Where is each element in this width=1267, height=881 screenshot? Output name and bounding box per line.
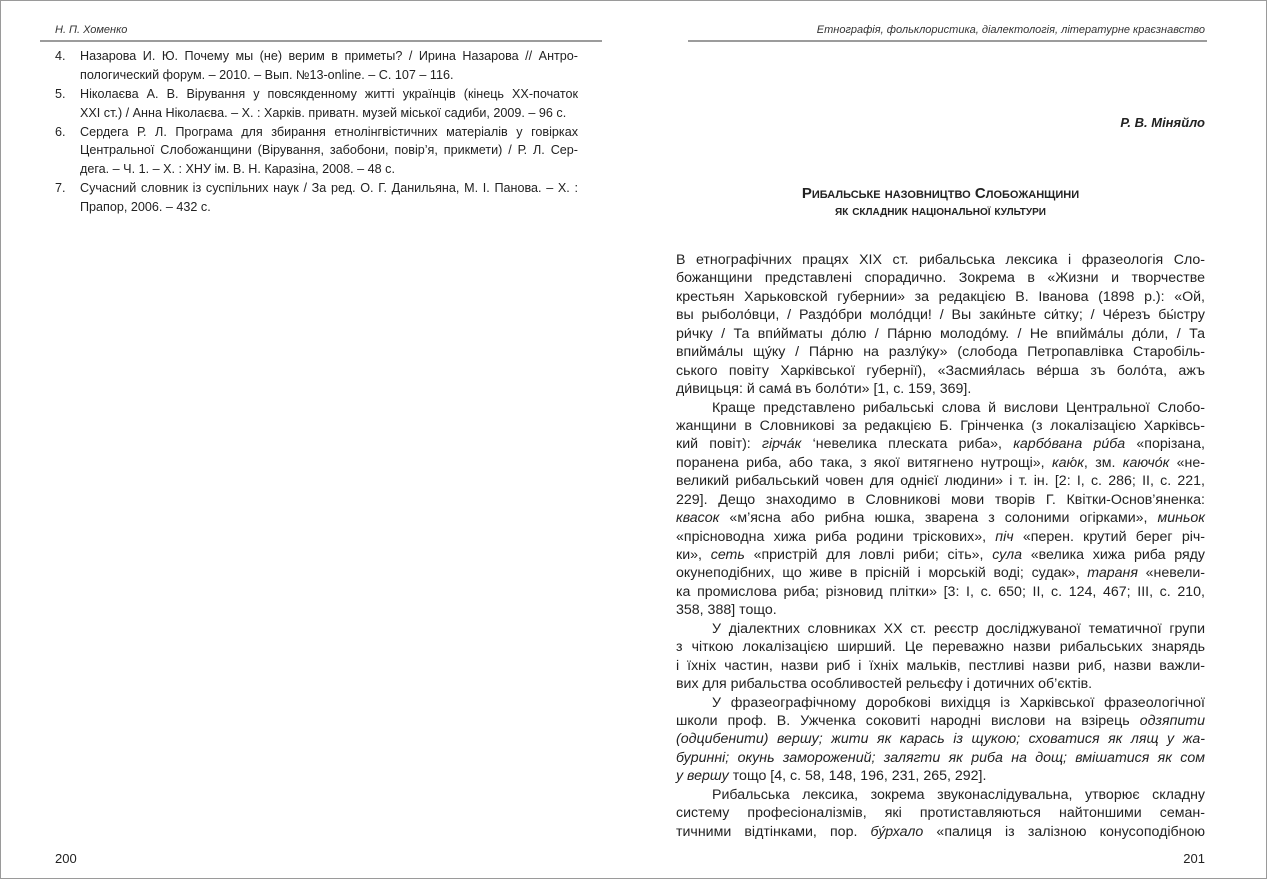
article-title-line-1: Рибальське назовництво Слобожанщини [801,185,1080,202]
reference-item [55,179,578,217]
reference-list [55,47,578,217]
text-line: систему професіоналізмів, які протиставляються найтоншими семан- [676,805,1205,822]
text-segment: , зм. [1083,454,1123,471]
text-line: з чіткою локалізацією ширший. Це переважно назви рибальських знарядь [676,639,1205,656]
text-segment: «пристрій для ловлі риби; сіть», [744,547,993,563]
text-line: ХХІ ст.) / Анна Ніколаєва. – Х. : Харків. приватн. музей міської садиби, 2009. – 96 с. [80,105,567,120]
text-segment: поранена риба, або така, з якої витягнено нутрощі», [676,454,1052,471]
text-line [676,730,1205,748]
text-segment: окунеподібних, що живе в прісній і морській воді; судак», [676,565,1088,582]
text-line: 229]. Дещо знаходимо в Словникові мови творів Г. Квітки-Основ’яненка: [676,491,1205,508]
paragraph [676,399,1205,620]
text-line: ри́чку / Та впи́йматы до́лю / Па́рню молодо́му. / Не впийма́лы до́ли, / Та [676,325,1205,342]
paragraph [676,786,1205,841]
article-title-line-2: як складник національної культури [835,202,1046,218]
article-body [676,251,1205,841]
text-line [676,509,1205,527]
left-header-rule [40,40,602,42]
italic-term: у вершу [676,768,729,785]
text-line: Краще представлено рибальські слова й вислови Центральної Слобо- [712,399,1205,416]
text-segment: ки», [676,547,711,563]
text-segment: ‘невелика плеската риба», [801,436,1014,453]
text-line: Прапор, 2006. – 432 с. [80,200,211,215]
text-line [676,528,1205,546]
text-line [676,564,1205,582]
reference-number: 7. [55,181,66,196]
reference-item [55,123,578,180]
reference-item [55,47,578,85]
text-line: У діалектних словниках ХХ ст. реєстр досліджуваної тематичної групи [712,620,1205,637]
text-segment: школи проф. В. Ужченка соковиті народні вислови на взірець [676,712,1140,729]
text-line [676,712,1205,730]
text-segment: тичними відтінками, пор. [676,823,871,840]
article-author: Р. В. Міняйло [1120,115,1205,130]
italic-term: каючо́к [1122,454,1170,471]
text-segment: «перен. крутий берег річ- [1013,528,1205,545]
text-line: Сучасний словник із суспільних наук / За ред. О. Г. Данильяна, М. І. Панова. – Х. : [80,181,578,196]
text-line: Сердега Р. Л. Програма для збирання етнолінгвістичних матеріалів у говірках [80,124,578,139]
text-segment: «палиця із залізною конусоподібною [923,823,1206,840]
text-line: Центральної Слобожанщини (Вірування, забобони, повір’я, прикмети) / Р. Л. Сер- [80,143,578,158]
text-line: впийма́лы щу́ку / Па́рню на разлу́ку» (слобода Петропавлівка Старобіль- [676,344,1205,361]
text-line: і їхніх частин, назви риб і їхніх мальків, пестливі назви риб, назви важли- [676,657,1205,674]
reference-number: 4. [55,49,66,63]
italic-term: карбо́вана ри́ба [1013,436,1126,453]
text-line: вы рыболо́вци, / Раздо́бри моло́дци! / Вы заки́ньте си́тку; / Че́резъ бы́стру [676,307,1205,324]
text-segment: «м’ясна або рибна юшка, зварена з солоними огірками», [719,510,1158,527]
text-segment: «порізана, [1125,436,1205,453]
text-segment: «не- [1169,454,1205,471]
italic-term: бу́рхало [870,823,924,840]
text-line [676,749,1205,767]
text-segment: «прісноводна хижа риба родини тріскових», [676,528,996,545]
italic-term: гірча́к [761,436,802,453]
text-line [676,435,1205,453]
text-line: Ніколаєва А. В. Вірування у повсякденному житті українців (кінець ХХ-початок [80,86,578,101]
italic-term: сула [992,547,1023,563]
text-line: 358, 388] тощо. [676,602,777,619]
italic-term: каю́к [1051,454,1084,471]
reference-number: 6. [55,124,66,139]
text-line: жанщини в Словникові за редакцією Б. Грінченка (з локалізацією Харківсь- [676,417,1205,434]
text-line: крестьян Харьковской губернии» за редакцією В. Іванова (1898 р.): «Ой, [676,288,1205,305]
text-line [676,767,1205,785]
reference-number: 5. [55,86,66,101]
paragraph [676,620,1205,694]
italic-term: (одцибенити) вершу; жити як карась із щукою; сховатися як лящ у жа- [676,731,1205,748]
left-page-number: 200 [55,851,77,866]
text-line: великий рибальський човен для однієї людини» і т. ін. [2: І, с. 286; ІІ, с. 221, [676,473,1205,490]
italic-term: тараня [1087,565,1138,582]
italic-term: квасок [676,510,720,527]
text-line: божанщини представлені спорадично. Зокрема в «Жизни и творчестве [676,270,1205,287]
italic-term: одзяпити [1139,712,1205,729]
text-line: Назарова И. Ю. Почему мы (не) верим в приметы? / Ирина Назарова // Антро- [80,49,578,63]
paragraph [676,694,1205,786]
italic-term: піч [995,528,1014,545]
text-line: ського повіту Харківської губернії), «Засмия́лась ве́рша зъ боло́та, ажъ [676,362,1205,379]
text-line: пологический форум. – 2010. – Вып. №13-online. – С. 107 – 116. [80,67,454,82]
reference-item [55,85,578,123]
text-line: ка промислова риба; різновид плітки» [3: І, с. 650; ІІ, с. 124, 467; ІІІ, с. 210, [676,583,1205,600]
italic-term: миньок [1157,510,1205,527]
text-line: ди́вицьця: й сама́ въ боло́ти» [1, с. 159, 369]. [676,381,972,398]
text-line [676,454,1205,472]
text-segment: «невели- [1137,565,1205,582]
right-header-rule [688,40,1207,42]
text-segment: кий повіт): [676,436,762,453]
text-line [676,823,1205,841]
left-running-head: Н. П. Хоменко [55,24,128,36]
text-line: В етнографічних працях XIX ст. рибальська лексика і фразеологія Сло- [676,252,1205,268]
italic-term: буринні; окунь заморожений; залягти як риба на дощ; вмішатися як сом [676,749,1205,766]
text-segment: «велика хижа риба ряду [1022,547,1205,563]
text-line: Рибальська лексика, зокрема звуконаслідувальна, утворює складну [712,786,1205,803]
text-line: вих для рибальства особливостей рельєфу і дотичних об’єктів. [676,676,1093,693]
paragraph [676,251,1205,399]
text-segment: тощо [4, с. 58, 148, 196, 231, 265, 292]. [728,768,987,785]
italic-term: сеть [710,547,745,563]
right-page-number: 201 [1183,851,1205,866]
text-line: У фразеографічному доробкові вихідця із Харківської фразеологічної [712,694,1205,711]
right-running-head: Етнографія, фольклористика, діалектологія, літературне краєзнавство [816,24,1205,36]
text-line [676,546,1205,564]
text-line: дега. – Ч. 1. – Х. : ХНУ ім. В. Н. Каразіна, 2008. – 48 с. [80,162,395,177]
